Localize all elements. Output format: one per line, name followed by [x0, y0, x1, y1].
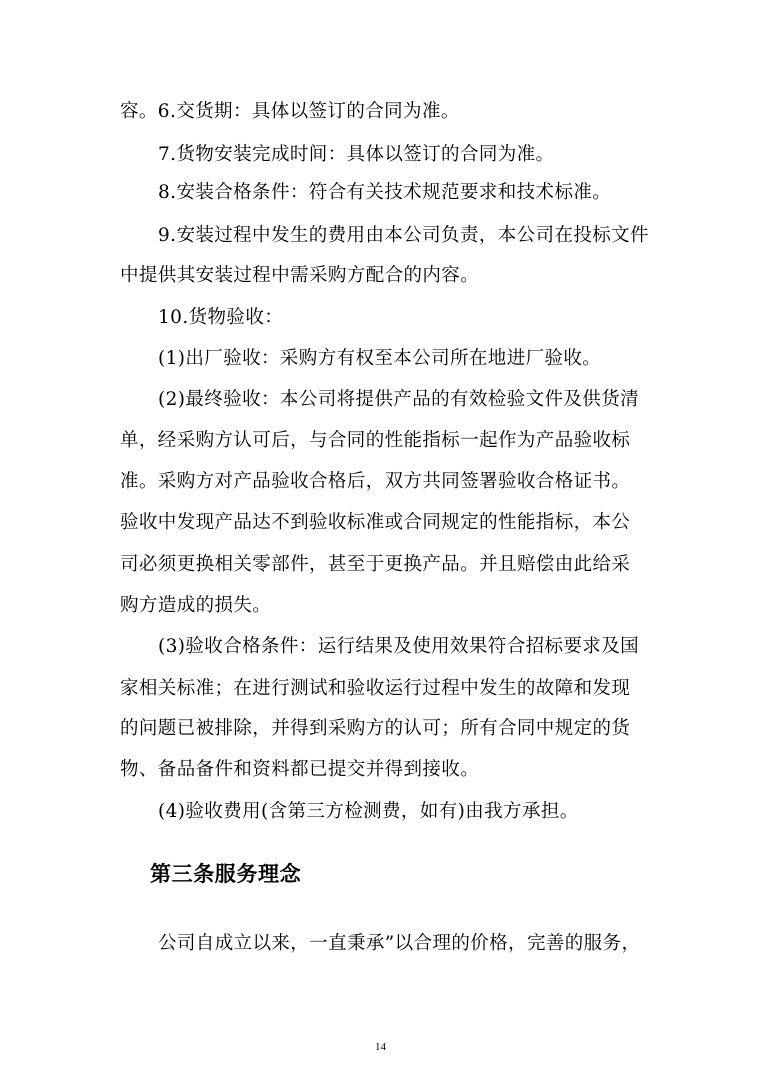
text-line: 司必须更换相关零部件，甚至于更换产品。并且赔偿由此给采 — [120, 554, 631, 575]
text-line: 购方造成的损失。 — [120, 595, 272, 616]
page-number: 14 — [375, 1041, 386, 1053]
text-line: (3)验收合格条件：运行结果及使用效果符合招标要求及国 — [158, 636, 640, 657]
text-line: (1)出厂验收：采购方有权至本公司所在地进厂验收。 — [158, 348, 602, 369]
text-line: 单，经采购方认可后，与合同的性能指标一起作为产品验收标 — [120, 430, 631, 451]
text-line: (2)最终验收：本公司将提供产品的有效检验文件及供货清 — [158, 389, 640, 410]
text-line: 8.安装合格条件：符合有关技术规范要求和技术标准。 — [158, 182, 612, 203]
text-line: 容。6.交货期：具体以签订的合同为准。 — [120, 101, 460, 122]
text-line: 公司自成立以来，一直秉承”以合理的价格，完善的服务， — [158, 933, 641, 954]
text-line: (4)验收费用(含第三方检测费，如有)由我方承担。 — [158, 801, 579, 822]
text-line: 9.安装过程中发生的费用由本公司负责，本公司在投标文件 — [158, 225, 649, 246]
text-line: 10.货物验收： — [158, 307, 284, 328]
section-heading: 第三条服务理念 — [150, 862, 302, 886]
text-line: 准。采购方对产品验收合格后，双方共同签署验收合格证书。 — [120, 471, 631, 492]
text-line: 验收中发现产品达不到验收标准或合同规定的性能指标，本公 — [120, 512, 631, 533]
text-line: 中提供其安装过程中需采购方配合的内容。 — [120, 265, 480, 286]
text-line: 家相关标准；在进行测试和验收运行过程中发生的故障和发现 — [120, 678, 631, 699]
text-line: 7.货物安装完成时间：具体以签订的合同为准。 — [158, 144, 555, 165]
text-line: 物、备品备件和资料都已提交并得到接收。 — [120, 759, 480, 780]
text-line: 的问题已被排除，并得到采购方的认可；所有合同中规定的货 — [120, 718, 631, 739]
